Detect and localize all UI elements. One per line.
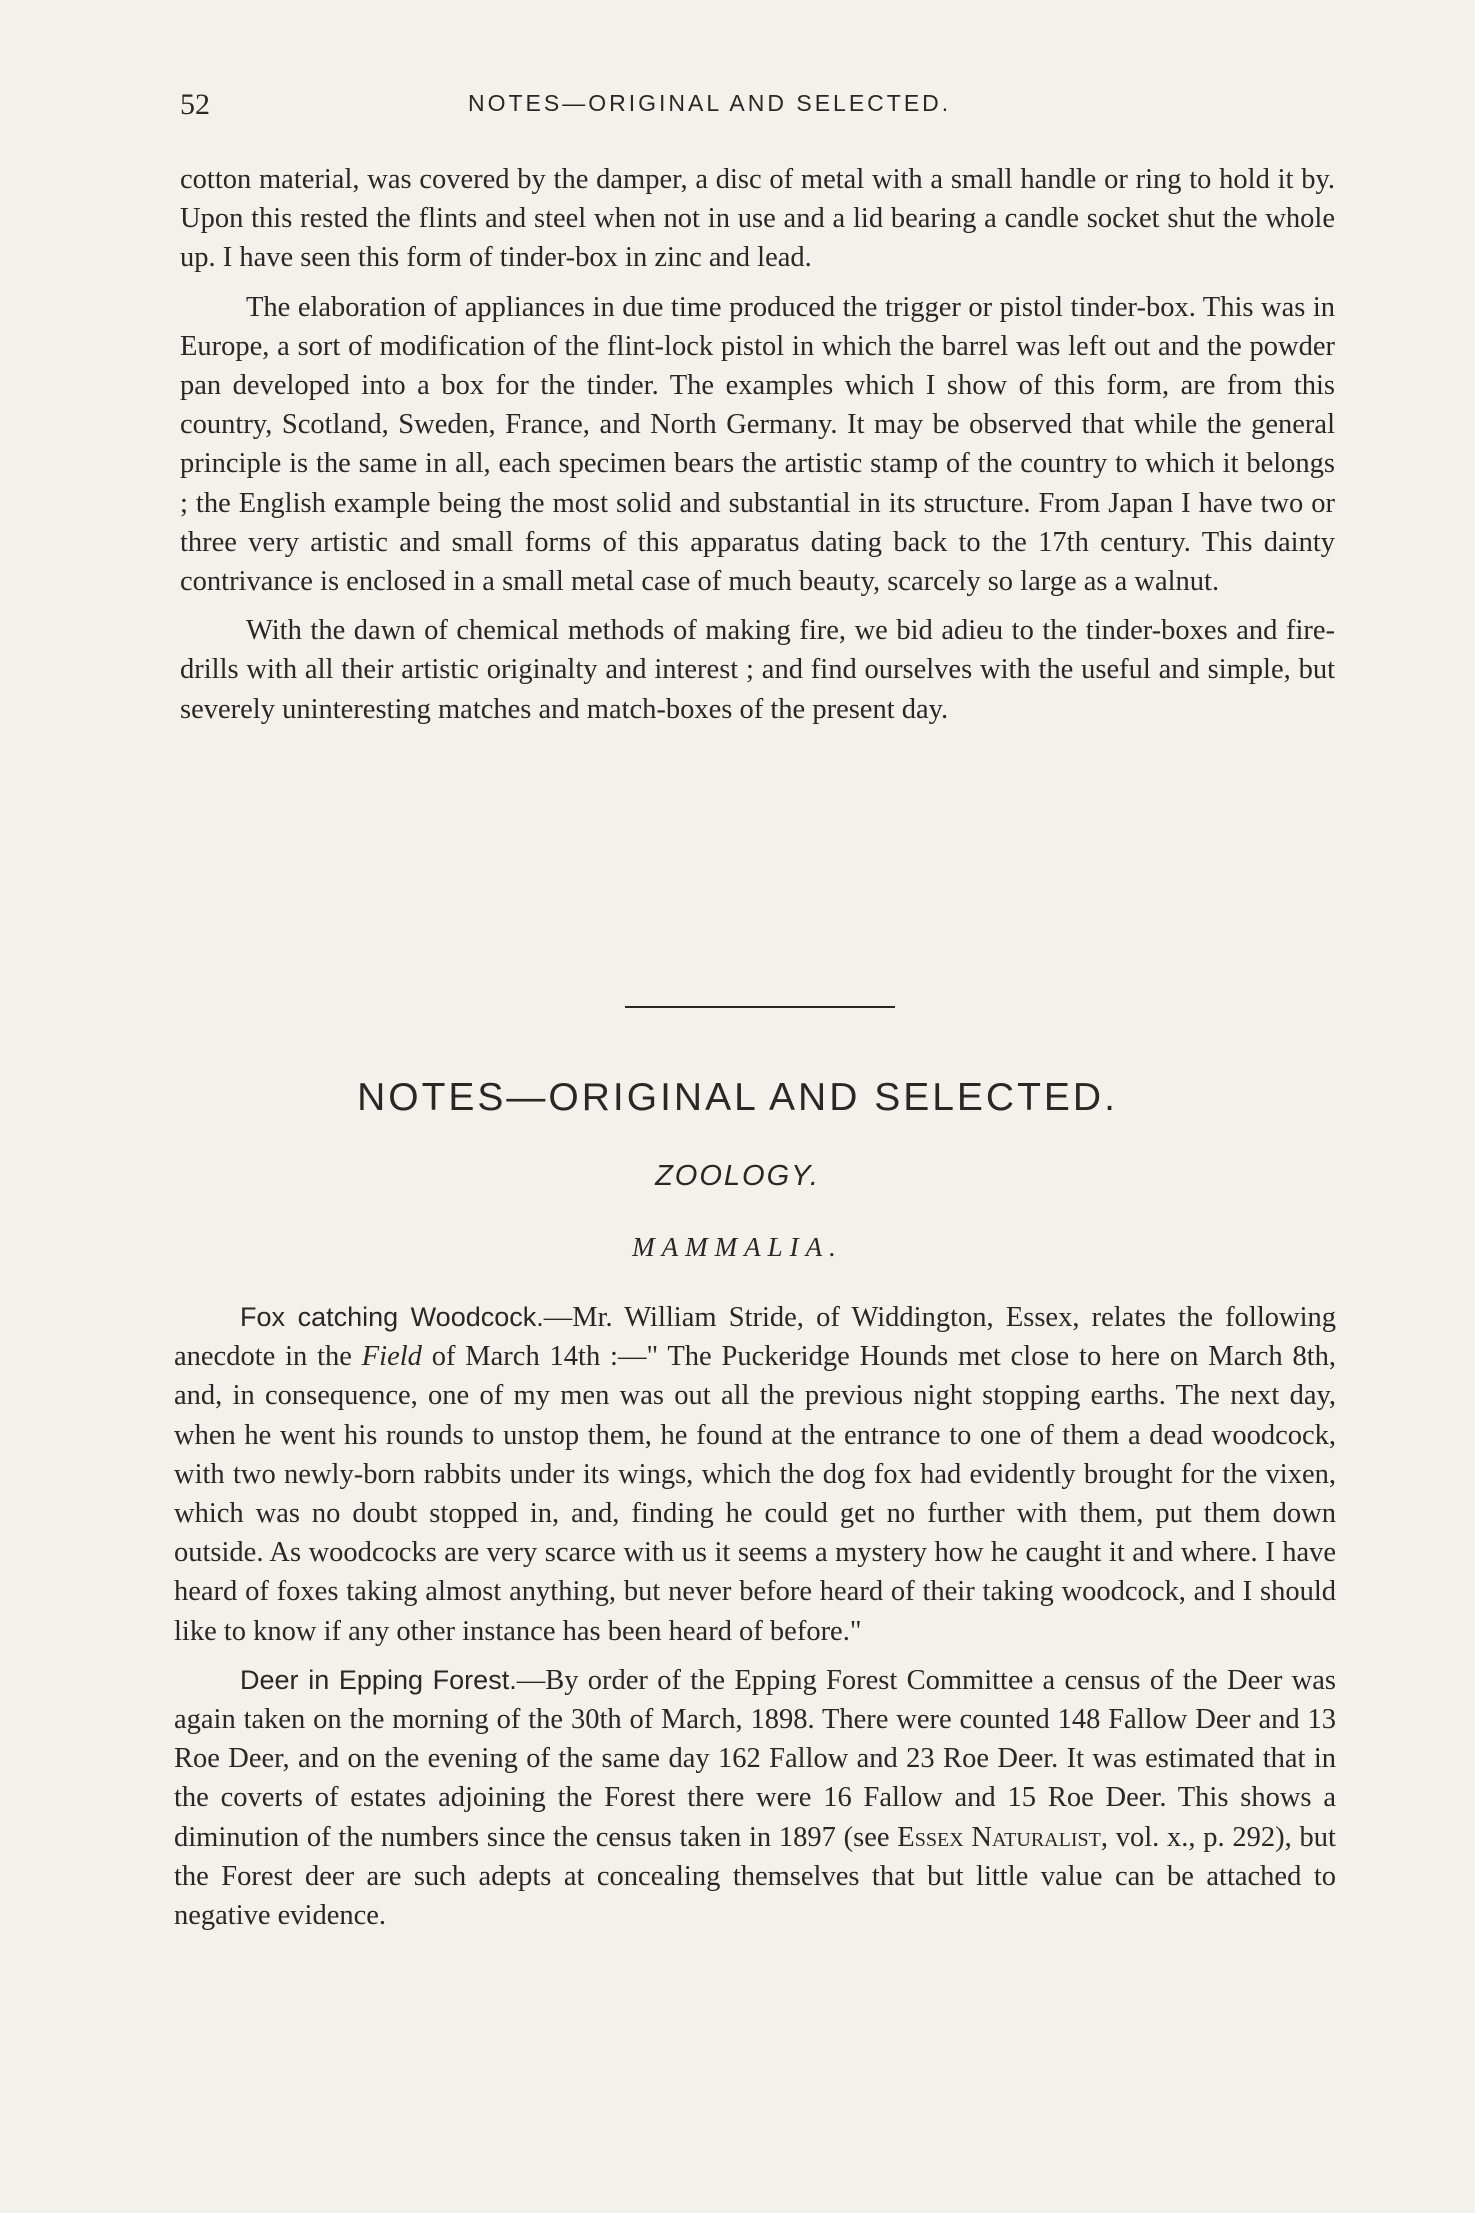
paragraph-1: cotton material, was covered by the damper, a disc of metal with a small handle or ring to hold it by. Upon this rested the flints and steel when not in use and a lid bearing a candle socket shut the whole up. I have seen this form of tinder-box in zinc and lead. [180, 164, 1335, 274]
journal-title: Field [361, 1341, 422, 1373]
page-number: 52 [180, 88, 210, 121]
note-text: of March 14th :—" The Puckeridge Hounds met close to here on March 8th, and, in consequence, one of my men was out all the previous night stopping earths. The next day, when he went his rounds to unstop them, he found at the entrance to one of them a dead woodcock, with two newly-born rabbits under its wings, which the dog fox had evidently brought for the vixen, which was no doubt stopped in, and, finding he could get no further with them, put them down outside. As woodcocks are very scarce with us it seems a mystery how he caught it and where. I have heard of foxes taking almost anything, but never before heard of their taking woodcock, and I should like to know if any other instance has been heard of before." [174, 1341, 1336, 1647]
section-subsubtitle: MAMMALIA. [632, 1232, 843, 1262]
article-continuation [180, 160, 1335, 729]
note-text: —Mr. William Stride, of Widdington, Essex, relates the following anecdote in the [174, 1302, 1336, 1373]
note-epping-deer [174, 1661, 1336, 1935]
note-heading: Fox catching Woodcock. [240, 1302, 544, 1332]
notes-list [174, 1298, 1336, 1935]
note-fox-woodcock [174, 1298, 1336, 1651]
note-text: —By order of the Epping Forest Committee a census of the Deer was again taken on the morning of the 30th of March, 1898. There were counted 148 Fallow Deer and 13 Roe Deer, and on the evening of the same day 162 Fallow and 23 Roe Deer. It was estimated that in the coverts of estates adjoining the Forest there were 16 Fallow and 15 Roe Deer. This shows a diminution of the numbers since the census taken in 1897 (see [174, 1664, 1337, 1853]
paragraph-3: With the dawn of chemical methods of making fire, we bid adieu to the tinder-boxes and fire-drills with all their artistic originalty and interest ; and find ourselves with the useful and simple, but severely uninteresting matches and match-boxes of the present day. [180, 615, 1335, 725]
running-header [180, 88, 1340, 128]
journal-title: Essex Naturalist [897, 1821, 1101, 1853]
running-title: NOTES—ORIGINAL AND SELECTED. [468, 90, 952, 116]
section-title: NOTES—ORIGINAL AND SELECTED. [357, 1076, 1118, 1119]
note-text: , vol. x., p. 292), but the Forest deer are such adepts at concealing themselves that but little value can be attached to negative evidence. [174, 1821, 1336, 1932]
section-divider [625, 1006, 895, 1008]
note-heading: Deer in Epping Forest. [240, 1664, 517, 1695]
paragraph-2: The elaboration of appliances in due time produced the trigger or pistol tinder-box. This was in Europe, a sort of modification of the flint-lock pistol in which the barrel was left out and the powder pan developed into a box for the tinder. The examples which I show of this form, are from this country, Scotland, Sweden, France, and North Germany. It may be observed that while the general principle is the same in all, each specimen bears the artistic stamp of the country to which it belongs ; the English example being the most solid and substantial in its structure. From Japan I have two or three very artistic and small forms of this apparatus dating back to the 17th century. This dainty contrivance is enclosed in a small metal case of much beauty, scarcely so large as a walnut. [180, 291, 1335, 598]
section-subtitle: ZOOLOGY. [655, 1160, 820, 1192]
